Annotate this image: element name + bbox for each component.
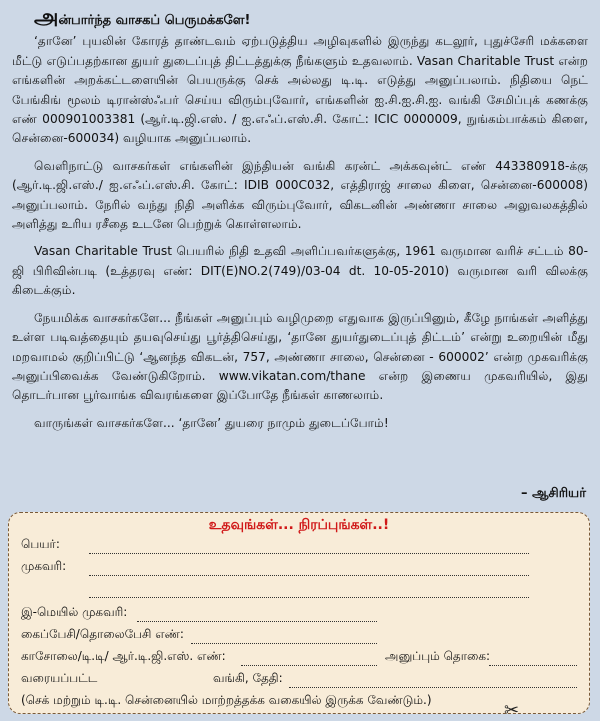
address-field-line-2[interactable]: [89, 597, 529, 598]
drawn-on-label: வரையப்பட்ட: [21, 671, 98, 685]
salutation-dropcap: அ: [34, 5, 59, 30]
form-note: (செக் மற்றும் டி.டி. சென்னையில் மாற்றத்தக்க வகையில் இருக்க வேண்டும்.): [21, 693, 432, 707]
paragraph-donation-info: ‘தானே’ புயலின் கோரத் தாண்டவம் ஏற்படுத்திய அழிவுகளில் இருந்து கடலூர், புதுச்சேரி மக்களை மீட்டு எடுப்பதற்கான துயர் துடைப்புத் திட்டத்துக்கு நீங்களும் உதவலாம். Vasan Charitable Trust என்ற எங்களின் அறக்கட்டளையின் பெயருக்கு செக் அல்லது டி.டி. எடுத்து அனுப்பலாம். நிதியை நெட் பேங்கிங் மூலம் டிரான்ஸ்ஃபர் செய்ய விரும்புவோர், எங்களின் ஐ.சி.ஐ.சி.ஐ. வங்கி சேமிப்புக் கணக்கு எண் 000901003381 (ஆர்.டி.ஜி.எஸ். / ஐ.எஃப்.எஸ்.சி. கோட்: ICIC 0000009, நுங்கம்பாக்கம் கிளை, சென்னை-600034) வழியாக அனுப்பலாம்.: [12, 34, 588, 146]
address-field-line-1[interactable]: [89, 575, 529, 576]
salutation: [12, 5, 588, 30]
email-field[interactable]: [137, 621, 377, 622]
address-label: முகவரி:: [21, 559, 67, 573]
scissors-icon: ✂: [504, 700, 520, 721]
salutation-text: ன்பார்ந்த வாசகப் பெருமக்களே!: [58, 13, 251, 28]
donation-form: [8, 512, 590, 714]
paragraph-tax-exemption: Vasan Charitable Trust பெயரில் நிதி உதவி அளிப்பவர்களுக்கு, 1961 வருமான வரிச் சட்டம் 80-ஜி பிரிவின்படி (உத்தரவு எண்: DIT(E)NO.2(749)/03-04 dt. 10-05-2010) வருமான வரி விலக்கு கிடைக்கும்.: [12, 244, 588, 298]
closing-line: வாருங்கள் வாசகர்களே... ‘தானே’ துயரை நாமும் துடைப்போம்!: [34, 415, 389, 430]
name-label: பெயர்:: [21, 537, 60, 551]
phone-field[interactable]: [191, 643, 377, 644]
phone-label: கைப்பேசி/தொலைபேசி எண்:: [21, 627, 184, 641]
bank-date-field[interactable]: [289, 687, 577, 688]
email-label: இ-மெயில் முகவரி:: [21, 605, 128, 619]
amount-label: அனுப்பும் தொகை:: [385, 649, 491, 663]
cheque-label: காசோலை/டி.டி/ ஆர்.டி.ஜி.எஸ். எண்:: [21, 649, 226, 663]
signature: – ஆசிரியர்: [521, 486, 586, 501]
paragraph-form-instructions: நேயமிக்க வாசகர்களே... நீங்கள் அனுப்பும் வழிமுறை எதுவாக இருப்பினும், கீழே நாங்கள் அளித்து உள்ள படிவத்தையும் தயவுசெய்து பூர்த்திசெய்து, ‘தானே துயர்துடைப்புத் திட்டம்’ என்று உறையின் மீது மறவாமல் குறிப்பிட்டு ‘ஆனந்த விகடன், 757, அண்ணா சாலை, சென்னை - 600002’ என்ற முகவரிக்கு அனுப்பிவைக்க வேண்டுகிறோம். www.vikatan.com/thane என்ற இணைய முகவரியில், இது தொடர்பான பூர்வாங்க விவரங்களை இப்போதே நீங்கள் காணலாம்.: [12, 310, 588, 403]
form-title: உதவுங்கள்... நிரப்புங்கள்..!: [208, 517, 390, 533]
cheque-field[interactable]: [241, 665, 377, 666]
amount-field[interactable]: [489, 665, 577, 666]
name-field[interactable]: [89, 553, 529, 554]
paragraph-foreign-readers: வெளிநாட்டு வாசகர்கள் எங்களின் இந்தியன் வங்கி கரன்ட் அக்கவுன்ட் எண் 443380918-க்கு (ஆர்.டி.ஜி.எஸ்./ ஐ.எஃப்.எஸ்.சி. கோட்: IDIB 000C032, எத்திராஜ் சாலை கிளை, சென்னை-600008) அனுப்பலாம். நேரில் வந்து நிதி அளிக்க விரும்புவோர், விகடனின் அண்ணா சாலை அலுவலகத்தில் அளித்து உரிய ரசீதை உடனே பெற்றுக் கொள்ளலாம்.: [12, 158, 588, 232]
bank-date-label: வங்கி, தேதி:: [213, 671, 283, 685]
appeal-letter: [12, 5, 588, 433]
